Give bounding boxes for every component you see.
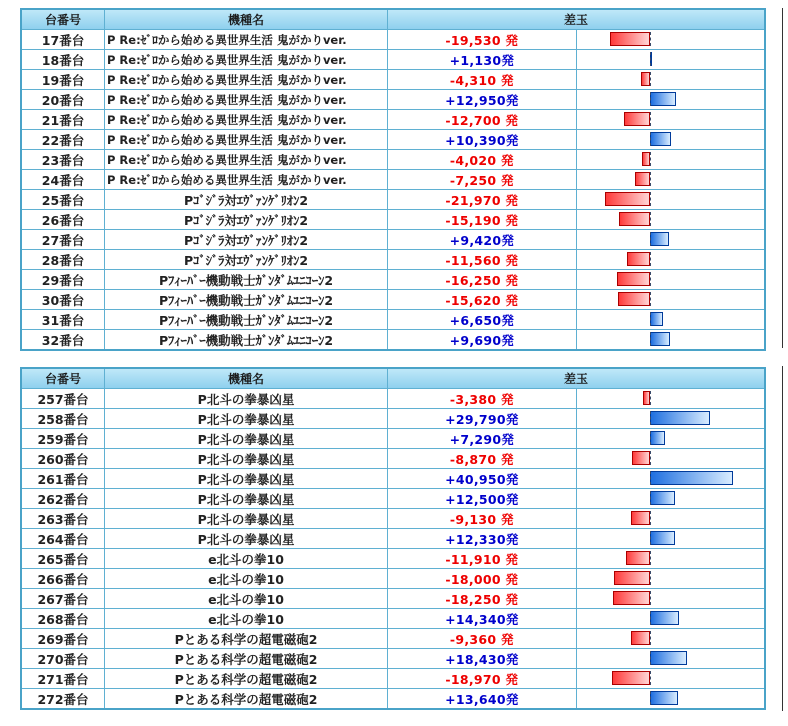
machine-number: 21番台 [21, 110, 105, 130]
machine-name: e北斗の拳10 [105, 569, 388, 589]
difference-value: -9,360 発 [388, 629, 577, 649]
machine-name: P北斗の拳暴凶星 [105, 449, 388, 469]
difference-value: +1,130発 [388, 50, 577, 70]
zero-axis-line [650, 152, 651, 166]
difference-bar-cell [576, 230, 765, 250]
machine-name: P北斗の拳暴凶星 [105, 429, 388, 449]
table-row [21, 290, 765, 310]
zero-axis-line [650, 192, 651, 206]
negative-bar [643, 391, 650, 405]
table-row [21, 689, 765, 710]
machine-number: 28番台 [21, 250, 105, 270]
table-row [21, 629, 765, 649]
machine-name: P北斗の拳暴凶星 [105, 469, 388, 489]
negative-bar [619, 212, 650, 226]
difference-value: +18,430発 [388, 649, 577, 669]
zero-axis-line [650, 451, 651, 465]
machine-number: 22番台 [21, 130, 105, 150]
difference-bar-cell [576, 130, 765, 150]
difference-bar-cell [576, 649, 765, 669]
table-row [21, 130, 765, 150]
table-row [21, 270, 765, 290]
difference-bar-cell [576, 409, 765, 429]
positive-bar [650, 332, 670, 346]
machine-number: 23番台 [21, 150, 105, 170]
difference-value: -19,530 発 [388, 30, 577, 50]
machine-number: 271番台 [21, 669, 105, 689]
zero-axis-line [650, 72, 651, 86]
zero-axis-line [650, 591, 651, 605]
difference-bar-cell [576, 689, 765, 710]
machine-name: P Re:ｾﾞﾛから始める異世界生活 鬼がかりver. [105, 70, 388, 90]
machine-table-1 [20, 8, 766, 351]
machine-name: Pﾌｨｰﾊﾞｰ機動戦士ｶﾞﾝﾀﾞﾑﾕﾆｺｰﾝ2 [105, 290, 388, 310]
machine-number: 261番台 [21, 469, 105, 489]
machine-number: 262番台 [21, 489, 105, 509]
table-body-1 [21, 30, 765, 351]
difference-value: -3,380 発 [388, 389, 577, 409]
table-row [21, 50, 765, 70]
machine-number: 19番台 [21, 70, 105, 90]
machine-number: 269番台 [21, 629, 105, 649]
difference-value: -16,250 発 [388, 270, 577, 290]
table-row [21, 310, 765, 330]
negative-bar [612, 671, 650, 685]
difference-value: -4,020 発 [388, 150, 577, 170]
difference-bar-cell [576, 589, 765, 609]
difference-value: -11,910 発 [388, 549, 577, 569]
difference-value: +10,390発 [388, 130, 577, 150]
machine-name: e北斗の拳10 [105, 549, 388, 569]
difference-bar-cell [576, 609, 765, 629]
zero-axis-line [650, 471, 651, 485]
positive-bar [650, 471, 733, 485]
header-machine-no: 台番号 [21, 9, 105, 30]
machine-name: Pｺﾞｼﾞﾗ対ｴｳﾞｧﾝｹﾞﾘｵﾝ2 [105, 190, 388, 210]
difference-value: -8,870 発 [388, 449, 577, 469]
header-machine-no: 台番号 [21, 368, 105, 389]
zero-axis-line [650, 611, 651, 625]
machine-number: 24番台 [21, 170, 105, 190]
table-row [21, 150, 765, 170]
zero-axis-line [650, 431, 651, 445]
machine-number: 263番台 [21, 509, 105, 529]
machine-number: 30番台 [21, 290, 105, 310]
table-row [21, 529, 765, 549]
machine-name: P Re:ｾﾞﾛから始める異世界生活 鬼がかりver. [105, 130, 388, 150]
table-row [21, 70, 765, 90]
difference-bar-cell [576, 210, 765, 230]
machine-table-2 [20, 367, 766, 710]
zero-axis-line [650, 511, 651, 525]
difference-value: +14,340発 [388, 609, 577, 629]
table-row [21, 669, 765, 689]
table-row [21, 489, 765, 509]
difference-bar-cell [576, 449, 765, 469]
difference-value: +9,690発 [388, 330, 577, 351]
positive-bar [650, 232, 669, 246]
table-row [21, 549, 765, 569]
zero-axis-line [650, 391, 651, 405]
negative-bar [626, 551, 650, 565]
difference-bar-cell [576, 669, 765, 689]
negative-bar [642, 152, 650, 166]
negative-bar [631, 631, 650, 645]
negative-bar [632, 451, 650, 465]
positive-bar [650, 611, 679, 625]
difference-bar-cell [576, 310, 765, 330]
zero-axis-line [650, 252, 651, 266]
header-difference: 差玉 [388, 368, 766, 389]
positive-bar [650, 491, 675, 505]
zero-axis-line [650, 132, 651, 146]
difference-bar-cell [576, 549, 765, 569]
machine-number: 20番台 [21, 90, 105, 110]
machine-name: Pｺﾞｼﾞﾗ対ｴｳﾞｧﾝｹﾞﾘｵﾝ2 [105, 230, 388, 250]
zero-axis-line [650, 631, 651, 645]
difference-value: +13,640発 [388, 689, 577, 710]
machine-number: 257番台 [21, 389, 105, 409]
machine-name: P Re:ｾﾞﾛから始める異世界生活 鬼がかりver. [105, 150, 388, 170]
table-row [21, 389, 765, 409]
machine-name: P北斗の拳暴凶星 [105, 489, 388, 509]
table-header-row [21, 368, 765, 389]
machine-number: 25番台 [21, 190, 105, 210]
machine-name: Pﾌｨｰﾊﾞｰ機動戦士ｶﾞﾝﾀﾞﾑﾕﾆｺｰﾝ2 [105, 270, 388, 290]
right-edge-line-top [782, 8, 783, 348]
table-row [21, 569, 765, 589]
difference-value: +12,950発 [388, 90, 577, 110]
difference-bar-cell [576, 190, 765, 210]
machine-name: Pとある科学の超電磁砲2 [105, 669, 388, 689]
difference-value: -7,250 発 [388, 170, 577, 190]
zero-axis-line [650, 332, 651, 346]
machine-number: 17番台 [21, 30, 105, 50]
positive-bar [650, 92, 676, 106]
difference-bar-cell [576, 330, 765, 351]
table-row [21, 429, 765, 449]
negative-bar [641, 72, 650, 86]
zero-axis-line [650, 411, 651, 425]
machine-number: 259番台 [21, 429, 105, 449]
right-edge-line-bottom [782, 366, 783, 711]
difference-value: -11,560 発 [388, 250, 577, 270]
machine-number: 26番台 [21, 210, 105, 230]
table-header-row [21, 9, 765, 30]
difference-value: +6,650発 [388, 310, 577, 330]
table-row [21, 330, 765, 351]
zero-axis-line [650, 52, 651, 66]
difference-bar-cell [576, 569, 765, 589]
table-row [21, 230, 765, 250]
machine-number: 260番台 [21, 449, 105, 469]
table-row [21, 210, 765, 230]
negative-bar [617, 272, 650, 286]
machine-name: P Re:ｾﾞﾛから始める異世界生活 鬼がかりver. [105, 170, 388, 190]
difference-bar-cell [576, 70, 765, 90]
zero-axis-line [650, 491, 651, 505]
zero-axis-line [650, 232, 651, 246]
difference-bar-cell [576, 90, 765, 110]
difference-value: -18,250 発 [388, 589, 577, 609]
machine-name: P北斗の拳暴凶星 [105, 529, 388, 549]
difference-value: -15,620 発 [388, 290, 577, 310]
difference-bar-cell [576, 290, 765, 310]
table-row [21, 609, 765, 629]
difference-value: -4,310 発 [388, 70, 577, 90]
negative-bar [624, 112, 650, 126]
machine-name: P Re:ｾﾞﾛから始める異世界生活 鬼がかりver. [105, 50, 388, 70]
machine-number: 29番台 [21, 270, 105, 290]
zero-axis-line [650, 312, 651, 326]
zero-axis-line [650, 212, 651, 226]
machine-number: 258番台 [21, 409, 105, 429]
machine-number: 267番台 [21, 589, 105, 609]
negative-bar [610, 32, 650, 46]
difference-value: +29,790発 [388, 409, 577, 429]
difference-bar-cell [576, 529, 765, 549]
machine-name: Pとある科学の超電磁砲2 [105, 629, 388, 649]
difference-bar-cell [576, 429, 765, 449]
machine-name: e北斗の拳10 [105, 589, 388, 609]
difference-value: -18,970 発 [388, 669, 577, 689]
table-row [21, 449, 765, 469]
table-row [21, 589, 765, 609]
machine-name: Pﾌｨｰﾊﾞｰ機動戦士ｶﾞﾝﾀﾞﾑﾕﾆｺｰﾝ2 [105, 310, 388, 330]
table-row [21, 250, 765, 270]
machine-name: e北斗の拳10 [105, 609, 388, 629]
difference-value: +9,420発 [388, 230, 577, 250]
difference-value: +12,500発 [388, 489, 577, 509]
table-body-2 [21, 389, 765, 710]
positive-bar [650, 531, 675, 545]
machine-name: P Re:ｾﾞﾛから始める異世界生活 鬼がかりver. [105, 30, 388, 50]
difference-bar-cell [576, 509, 765, 529]
difference-bar-cell [576, 170, 765, 190]
negative-bar [613, 591, 650, 605]
table-row [21, 110, 765, 130]
machine-name: Pﾌｨｰﾊﾞｰ機動戦士ｶﾞﾝﾀﾞﾑﾕﾆｺｰﾝ2 [105, 330, 388, 351]
difference-value: +12,330発 [388, 529, 577, 549]
difference-bar-cell [576, 629, 765, 649]
zero-axis-line [650, 32, 651, 46]
machine-name: P北斗の拳暴凶星 [105, 389, 388, 409]
machine-name: Pとある科学の超電磁砲2 [105, 649, 388, 669]
difference-bar-cell [576, 469, 765, 489]
machine-name: Pｺﾞｼﾞﾗ対ｴｳﾞｧﾝｹﾞﾘｵﾝ2 [105, 210, 388, 230]
positive-bar [650, 132, 671, 146]
zero-axis-line [650, 172, 651, 186]
machine-name: P Re:ｾﾞﾛから始める異世界生活 鬼がかりver. [105, 90, 388, 110]
difference-bar-cell [576, 489, 765, 509]
machine-number: 270番台 [21, 649, 105, 669]
header-difference: 差玉 [388, 9, 766, 30]
zero-axis-line [650, 551, 651, 565]
difference-bar-cell [576, 150, 765, 170]
negative-bar [635, 172, 650, 186]
difference-bar-cell [576, 270, 765, 290]
difference-bar-cell [576, 50, 765, 70]
positive-bar [650, 651, 687, 665]
header-machine-name: 機種名 [105, 368, 388, 389]
difference-value: +40,950発 [388, 469, 577, 489]
machine-number: 27番台 [21, 230, 105, 250]
difference-value: -12,700 発 [388, 110, 577, 130]
machine-number: 32番台 [21, 330, 105, 351]
negative-bar [631, 511, 650, 525]
positive-bar [650, 312, 663, 326]
negative-bar [627, 252, 650, 266]
zero-axis-line [650, 92, 651, 106]
negative-bar [605, 192, 650, 206]
difference-bar-cell [576, 30, 765, 50]
machine-number: 264番台 [21, 529, 105, 549]
table-row [21, 30, 765, 50]
machine-number: 265番台 [21, 549, 105, 569]
machine-number: 272番台 [21, 689, 105, 710]
difference-bar-cell [576, 110, 765, 130]
zero-axis-line [650, 691, 651, 705]
zero-axis-line [650, 651, 651, 665]
header-machine-name: 機種名 [105, 9, 388, 30]
table-row [21, 170, 765, 190]
difference-value: -15,190 発 [388, 210, 577, 230]
machine-number: 18番台 [21, 50, 105, 70]
zero-axis-line [650, 531, 651, 545]
zero-axis-line [650, 112, 651, 126]
machine-number: 266番台 [21, 569, 105, 589]
zero-axis-line [650, 571, 651, 585]
table-row [21, 509, 765, 529]
positive-bar [650, 411, 710, 425]
negative-bar [618, 292, 650, 306]
difference-value: -21,970 発 [388, 190, 577, 210]
difference-value: +7,290発 [388, 429, 577, 449]
difference-value: -9,130 発 [388, 509, 577, 529]
machine-name: P北斗の拳暴凶星 [105, 409, 388, 429]
negative-bar [614, 571, 650, 585]
table-row [21, 409, 765, 429]
difference-value: -18,000 発 [388, 569, 577, 589]
positive-bar [650, 431, 665, 445]
machine-name: P Re:ｾﾞﾛから始める異世界生活 鬼がかりver. [105, 110, 388, 130]
zero-axis-line [650, 671, 651, 685]
table-row [21, 469, 765, 489]
machine-name: Pｺﾞｼﾞﾗ対ｴｳﾞｧﾝｹﾞﾘｵﾝ2 [105, 250, 388, 270]
difference-bar-cell [576, 389, 765, 409]
machine-name: Pとある科学の超電磁砲2 [105, 689, 388, 710]
machine-name: P北斗の拳暴凶星 [105, 509, 388, 529]
positive-bar [650, 691, 678, 705]
zero-axis-line [650, 292, 651, 306]
machine-number: 268番台 [21, 609, 105, 629]
zero-axis-line [650, 272, 651, 286]
table-row [21, 649, 765, 669]
table-row [21, 190, 765, 210]
difference-bar-cell [576, 250, 765, 270]
table-row [21, 90, 765, 110]
machine-number: 31番台 [21, 310, 105, 330]
